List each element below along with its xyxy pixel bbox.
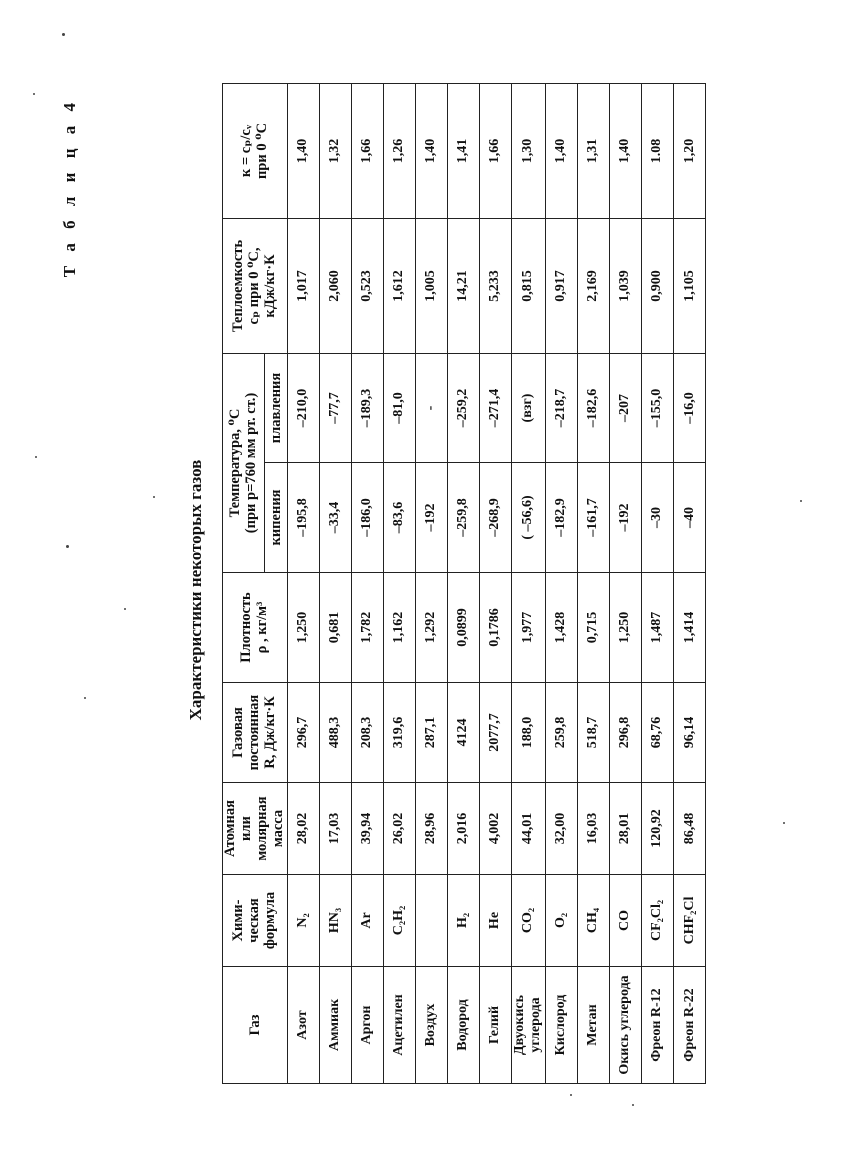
cell-gas-name: Кислород [546,967,578,1084]
cell-kappa: 1,20 [674,83,706,218]
cell-heat-capacity: 1,612 [383,218,415,353]
cell-density: 0,681 [319,573,351,683]
cell-melting: –77,7 [319,353,351,462]
cell-boiling: –161,7 [578,463,610,573]
cell-gas-name: Воздух [415,967,447,1084]
header-gas-constant-line: R, Дж/кг·К [261,696,278,769]
table-row [642,83,674,1083]
cell-formula: CH₄ [578,875,610,967]
cell-heat-capacity: 1,039 [610,218,642,353]
cell-gas-constant: 319,6 [383,683,415,783]
cell-mass: 86,48 [674,783,706,875]
cell-melting: –259,2 [447,353,479,462]
table-row [351,83,383,1083]
header-mass-line: молярная [253,796,270,861]
header-density [223,573,288,683]
scan-speck [153,496,155,498]
cell-melting: (взг) [511,353,545,462]
cell-density: 1,250 [287,573,319,683]
table-row [383,83,415,1083]
table-row [415,83,447,1083]
header-gas-constant-line: постоянная [245,694,262,771]
cell-formula: H₂ [447,875,479,967]
cell-formula: CF₂Cl₂ [642,875,674,967]
cell-melting: –189,3 [351,353,383,462]
header-boiling: кипения [265,463,288,573]
cell-heat-capacity: 1,017 [287,218,319,353]
cell-density: 1,977 [511,573,545,683]
cell-gas-name: Фреон R-12 [642,967,674,1084]
header-kappa-line: к = cₚ/cᵥ [237,124,254,178]
header-mass-line: Атомная [222,800,238,857]
cell-heat-capacity: 2,060 [319,218,351,353]
scan-speck [84,697,86,699]
cell-kappa: 1,41 [447,83,479,218]
cell-gas-name: Окись углерода [610,967,642,1084]
header-mass-line: масса [269,809,286,848]
header-temperature-line: (при р=760 мм рт. ст.) [242,392,259,534]
cell-kappa: 1,32 [319,83,351,218]
cell-heat-capacity: 2,169 [578,218,610,353]
header-temperature-line: Температура, ⁰С [226,408,243,518]
header-density-line: Плотность [237,592,254,663]
header-temperature [223,353,265,572]
cell-mass: 4,002 [479,783,511,875]
cell-boiling: –33,4 [319,463,351,573]
header-formula-line: ческая [245,898,262,943]
cell-melting: –207 [610,353,642,462]
table-body [287,83,705,1083]
cell-kappa: 1,66 [351,83,383,218]
cell-gas-constant: 287,1 [415,683,447,783]
cell-mass: 17,03 [319,783,351,875]
cell-density: 1,428 [546,573,578,683]
table-title: Характеристики некоторых газов [186,459,205,721]
header-formula [223,875,288,967]
header-formula-line: формула [261,891,278,950]
table-row [578,83,610,1083]
scan-speck [33,93,35,95]
cell-gas-constant: 296,8 [610,683,642,783]
cell-density: 0,0899 [447,573,479,683]
rotated-page [50,68,710,1112]
table-row [610,83,642,1083]
table-row [546,83,578,1083]
cell-mass: 2,016 [447,783,479,875]
cell-melting: –210,0 [287,353,319,462]
cell-density: 1,782 [351,573,383,683]
cell-kappa: 1,26 [383,83,415,218]
cell-density: 0,1786 [479,573,511,683]
cell-heat-capacity: 0,917 [546,218,578,353]
cell-boiling: –40 [674,463,706,573]
table-row [674,83,706,1083]
cell-formula: Ar [351,875,383,967]
cell-gas-constant: 296,7 [287,683,319,783]
cell-kappa: 1,40 [546,83,578,218]
cell-mass: 28,02 [287,783,319,875]
cell-gas-constant: 68,76 [642,683,674,783]
cell-density: 1,162 [383,573,415,683]
cell-kappa: 1,66 [479,83,511,218]
cell-gas-name: Фреон R-22 [674,967,706,1084]
scan-speck [783,822,785,824]
cell-boiling: –83,6 [383,463,415,573]
cell-heat-capacity: 5,233 [479,218,511,353]
cell-boiling: –186,0 [351,463,383,573]
cell-gas-name: Водород [447,967,479,1084]
cell-kappa: 1,30 [511,83,545,218]
header-heat-capacity [223,218,288,353]
cell-formula: O₂ [546,875,578,967]
header-kappa [223,83,288,218]
cell-formula: He [479,875,511,967]
scan-speck [35,456,37,458]
table-row [479,83,511,1083]
cell-boiling: –192 [415,463,447,573]
table-row [447,83,479,1083]
cell-boiling: –182,9 [546,463,578,573]
cell-mass: 44,01 [511,783,545,875]
scan-speck [632,1104,634,1106]
cell-gas-constant: 518,7 [578,683,610,783]
header-formula-line: Хими- [229,899,246,942]
cell-mass: 28,01 [610,783,642,875]
cell-density: 1,487 [642,573,674,683]
cell-melting: –218,7 [546,353,578,462]
cell-mass: 16,03 [578,783,610,875]
header-kappa-line: при 0 ⁰С [253,122,270,180]
cell-gas-constant: 208,3 [351,683,383,783]
header-melting: плавления [265,353,288,462]
cell-boiling: –259,8 [447,463,479,573]
cell-gas-name: Метан [578,967,610,1084]
cell-formula [415,875,447,967]
cell-gas-name: Двуокись углерода [511,967,545,1084]
cell-gas-constant: 96,14 [674,683,706,783]
cell-gas-constant: 2077,7 [479,683,511,783]
header-gas-constant [223,683,288,783]
table-row [287,83,319,1083]
cell-density: 0,715 [578,573,610,683]
header-heat-capacity-line: кДж/кг·К [261,254,278,318]
cell-formula: CO₂ [511,875,545,967]
cell-mass: 32,00 [546,783,578,875]
cell-gas-constant: 4124 [447,683,479,783]
scan-speck [800,500,802,502]
cell-gas-name: Азот [287,967,319,1084]
cell-mass: 28,96 [415,783,447,875]
header-density-line: ρ , кг/м³ [253,601,270,654]
cell-melting: –271,4 [479,353,511,462]
cell-melting: –155,0 [642,353,674,462]
cell-boiling: –192 [610,463,642,573]
cell-kappa: 1,40 [287,83,319,218]
cell-formula: CO [610,875,642,967]
cell-density: 1,292 [415,573,447,683]
cell-formula: CHF₂Cl [674,875,706,967]
cell-heat-capacity: 0,900 [642,218,674,353]
cell-gas-name: Ацетилен [383,967,415,1084]
cell-boiling: ( –56,6) [511,463,545,573]
cell-kappa: 1.08 [642,83,674,218]
cell-heat-capacity: 1,105 [674,218,706,353]
cell-mass: 120,92 [642,783,674,875]
cell-gas-constant: 259,8 [546,683,578,783]
cell-heat-capacity: 0,815 [511,218,545,353]
cell-boiling: –195,8 [287,463,319,573]
cell-melting: - [415,353,447,462]
scan-speck [66,545,69,548]
header-mass [223,783,288,875]
header-heat-capacity-line: cₚ при 0 ⁰С, [245,247,262,325]
header-mass-line: или [237,816,254,841]
cell-formula: HN₃ [319,875,351,967]
header-gas: Газ [223,967,288,1084]
table-row [511,83,545,1083]
cell-melting: –182,6 [578,353,610,462]
gas-properties-table [222,83,706,1084]
cell-gas-constant: 488,3 [319,683,351,783]
cell-kappa: 1,40 [415,83,447,218]
cell-melting: –16,0 [674,353,706,462]
cell-gas-name: Аргон [351,967,383,1084]
scan-speck [570,1094,572,1096]
cell-gas-constant: 188,0 [511,683,545,783]
cell-boiling: –30 [642,463,674,573]
table-row [319,83,351,1083]
cell-mass: 39,94 [351,783,383,875]
cell-gas-name: Аммиак [319,967,351,1084]
cell-mass: 26,02 [383,783,415,875]
cell-density: 1,414 [674,573,706,683]
cell-formula: N₂ [287,875,319,967]
cell-kappa: 1,31 [578,83,610,218]
cell-gas-name: Гелий [479,967,511,1084]
header-gas-constant-line: Газовая [229,707,246,758]
scan-speck [62,33,65,36]
table-number: Т а б л и ц а 4 [60,98,79,278]
cell-density: 1,250 [610,573,642,683]
cell-heat-capacity: 0,523 [351,218,383,353]
cell-kappa: 1,40 [610,83,642,218]
header-heat-capacity-line: Теплоемкость [229,239,246,333]
cell-boiling: –268,9 [479,463,511,573]
cell-formula: C₂H₂ [383,875,415,967]
scan-speck [124,608,126,610]
cell-melting: –81,0 [383,353,415,462]
cell-heat-capacity: 1,005 [415,218,447,353]
cell-heat-capacity: 14,21 [447,218,479,353]
